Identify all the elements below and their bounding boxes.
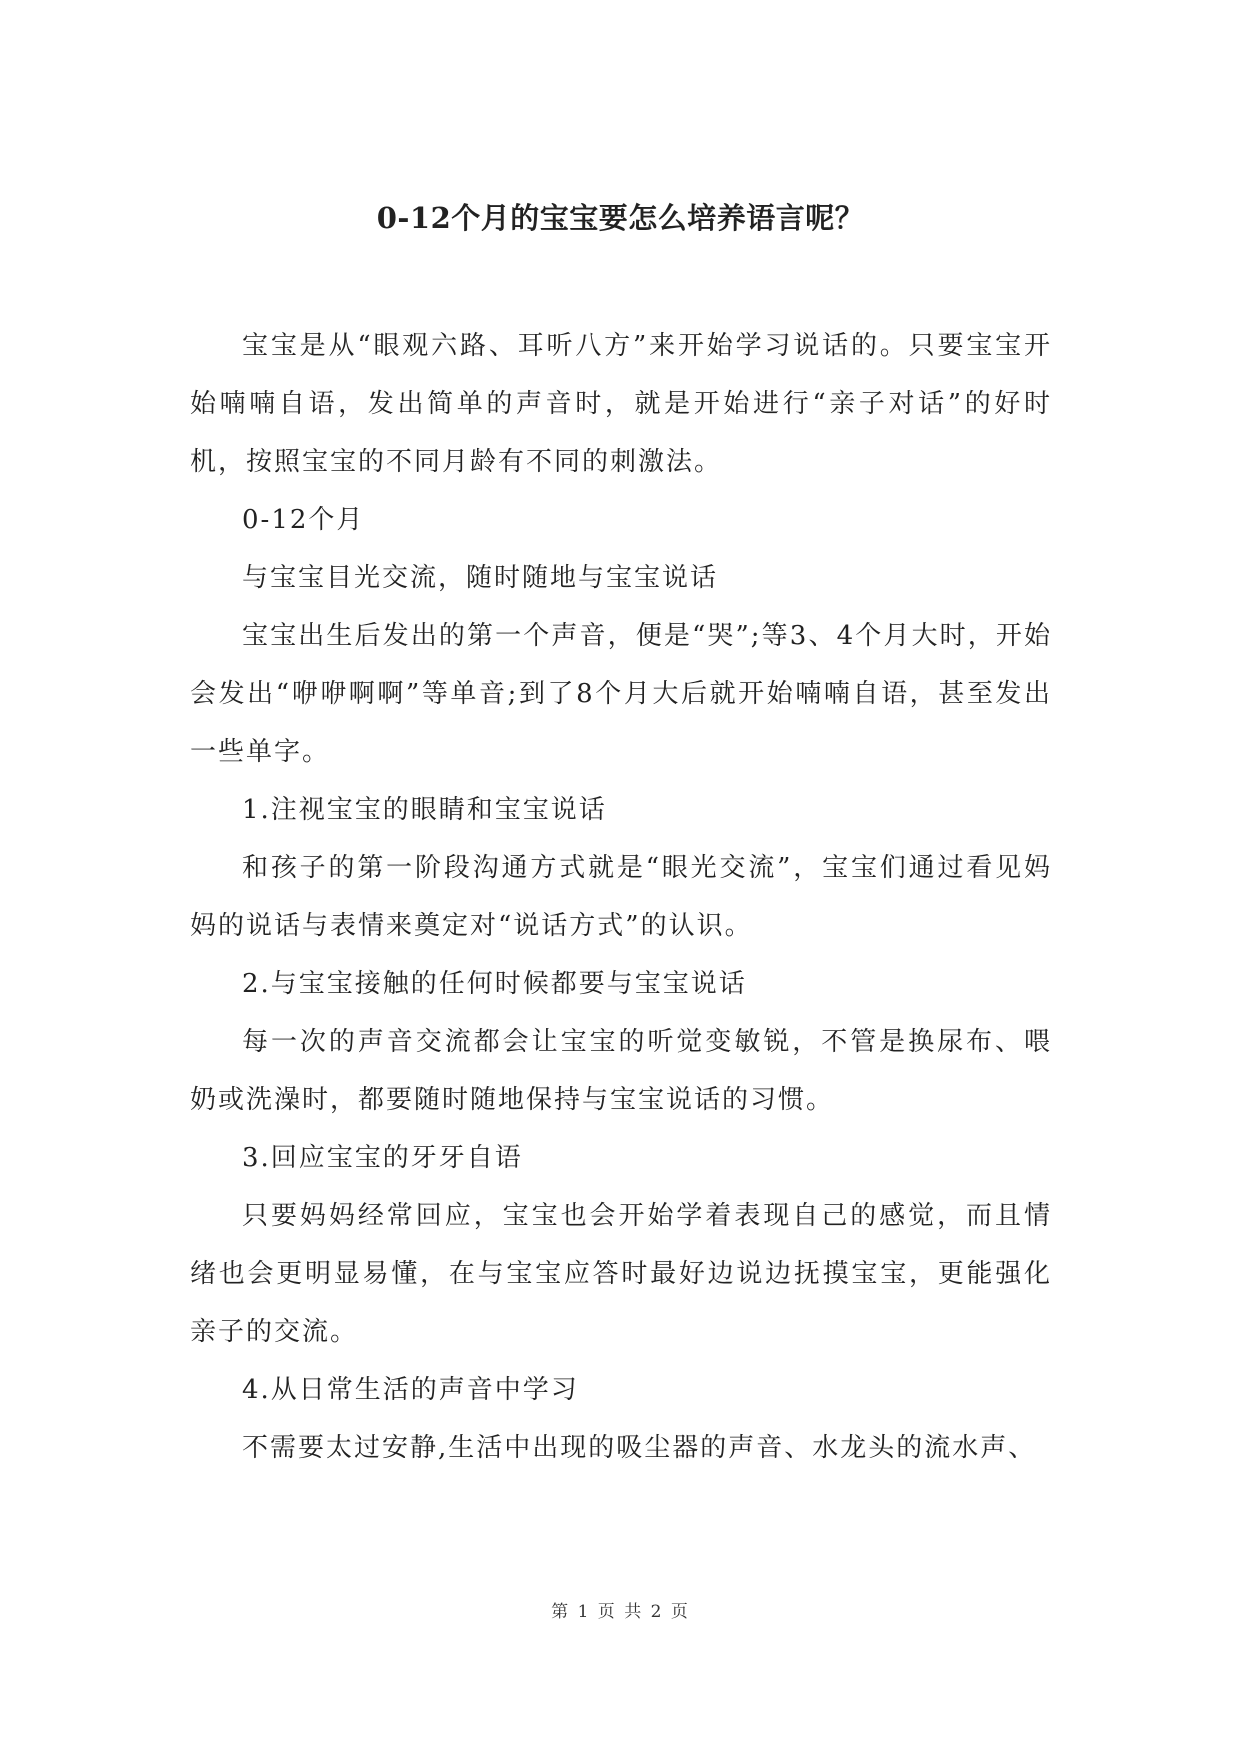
document-body (190, 317, 1052, 1477)
section-subheading: 与宝宝目光交流，随时随地与宝宝说话 (242, 563, 719, 593)
document-title: 0-12个月的宝宝要怎么培养语言呢？ (376, 201, 865, 235)
tip-paragraph-1: 和孩子的第一阶段沟通方式就是“眼光交流”，宝宝们通过看见妈妈的说话与表情来奠定对“说话方式”的认识。 (190, 853, 1052, 941)
tip-heading-1: 1.注视宝宝的眼睛和宝宝说话 (242, 795, 607, 825)
tip-paragraph-4: 不需要太过安静,生活中出现的吸尘器的声音、水龙头的流水声、 (242, 1433, 1037, 1463)
tip-heading-3: 3.回应宝宝的牙牙自语 (242, 1143, 523, 1173)
tip-paragraph-3: 只要妈妈经常回应，宝宝也会开始学着表现自己的感觉，而且情绪也会更明显易懂，在与宝宝应答时最好边说边抚摸宝宝，更能强化亲子的交流。 (190, 1201, 1052, 1347)
section-heading-age: 0-12个月 (242, 505, 365, 535)
intro-paragraph: 宝宝是从“眼观六路、耳听八方”来开始学习说话的。只要宝宝开始喃喃自语，发出简单的声音时，就是开始进行“亲子对话”的好时机，按照宝宝的不同月龄有不同的刺激法。 (190, 331, 1052, 477)
body-paragraph: 宝宝出生后发出的第一个声音，便是“哭”;等3、4个月大时，开始会发出“咿咿啊啊”等单音;到了8个月大后就开始喃喃自语，甚至发出一些单字。 (190, 621, 1052, 767)
page-footer: 第 1 页 共 2 页 (551, 1602, 690, 1622)
tip-heading-4: 4.从日常生活的声音中学习 (242, 1375, 579, 1405)
tip-paragraph-2: 每一次的声音交流都会让宝宝的听觉变敏锐，不管是换尿布、喂奶或洗澡时，都要随时随地保持与宝宝说话的习惯。 (190, 1027, 1052, 1115)
tip-heading-2: 2.与宝宝接触的任何时候都要与宝宝说话 (242, 969, 747, 999)
